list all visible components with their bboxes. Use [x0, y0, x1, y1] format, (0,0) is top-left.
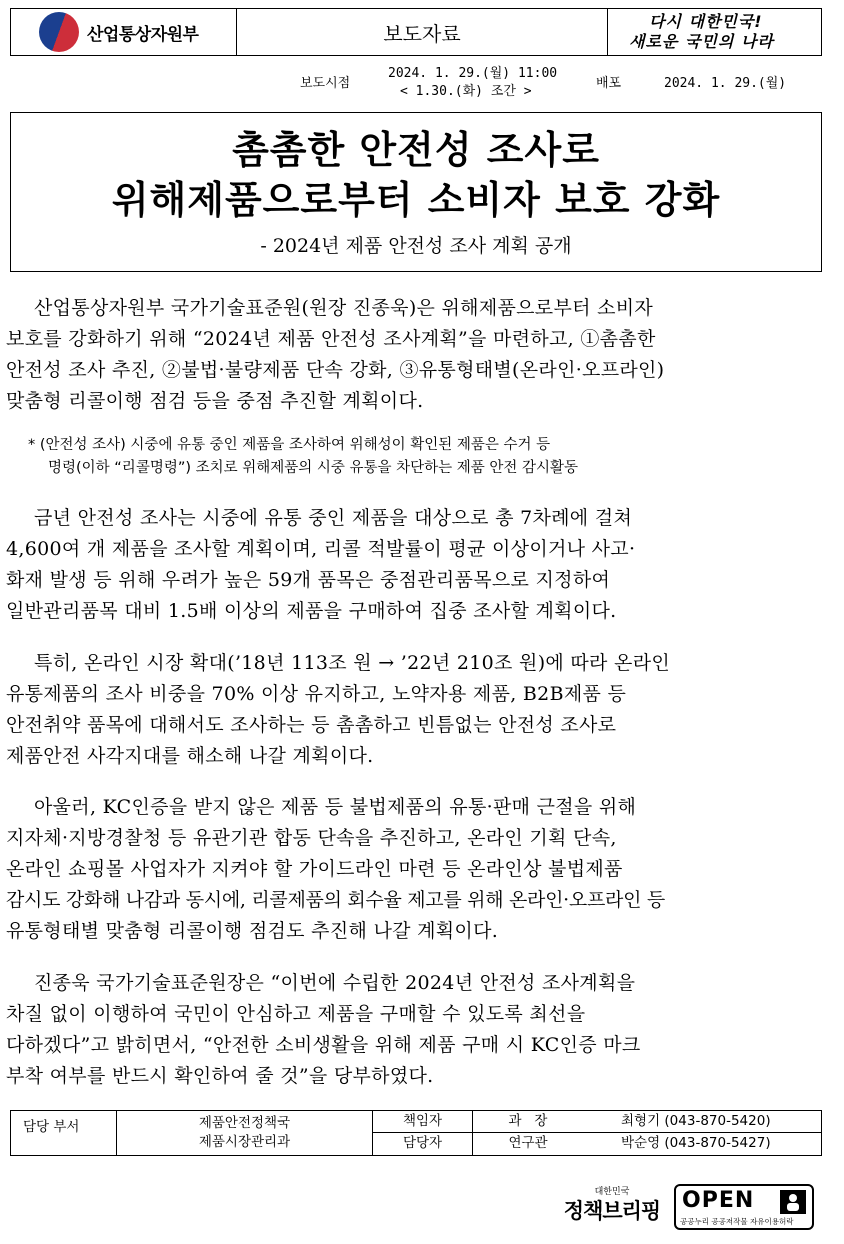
p4-line: 온라인 쇼핑몰 사업자가 지켜야 할 가이드라인 마련 등 온라인상 불법제품 [6, 858, 623, 880]
p3-line: 특히, 온라인 시장 확대(’18년 113조 원 → ’22년 210조 원)에 따라 온라인 [34, 652, 671, 674]
p1-line: 산업통상자원부 국가기술표준원(원장 진종욱)은 위해제품으로부터 소비자 [34, 297, 654, 319]
dept-label: 담당 부서 [11, 1111, 117, 1155]
distribution-value: 2024. 1. 29.(월) [664, 76, 787, 91]
paragraph-1 [6, 293, 828, 417]
dept-cell [117, 1111, 373, 1155]
distribution-label: 배포 [596, 76, 622, 91]
p3-line: 안전취약 품목에 대해서도 조사하는 등 촘촘하고 빈틈없는 안전성 조사로 [6, 714, 617, 736]
p3-line: 제품안전 사각지대를 해소해 나갈 계획이다. [6, 745, 374, 767]
brief-big-text: 정책브리핑 [563, 1199, 661, 1223]
p4-line: 감시도 강화해 나감과 동시에, 리콜제품의 회수율 제고를 위해 온라인·오프라인 등 [6, 889, 665, 911]
position-1: 과 장 [473, 1111, 583, 1133]
paragraph-3 [6, 648, 828, 772]
p1-line: 보호를 강화하기 위해 “2024년 제품 안전성 조사계획”을 마련하고, ①촘촘한 [6, 328, 656, 350]
p5-line: 다하겠다”고 밝히면서, “안전한 소비생활을 위해 제품 구매 시 KC인증 마크 [6, 1034, 641, 1056]
role-staff: 담당자 [373, 1133, 473, 1155]
kogl-open-badge [674, 1184, 814, 1230]
p3-line: 유통제품의 조사 비중을 70% 이상 유지하고, 노약자용 제품, B2B제품 등 [6, 683, 627, 705]
brief-small-text: 대한민국 [594, 1187, 630, 1197]
p2-line: 4,600여 개 제품을 조사할 계획이며, 리콜 적발률이 평균 이상이거나 사고· [6, 538, 636, 560]
p1-line: 맞춤형 리콜이행 점검 등을 중점 추진할 계획이다. [6, 390, 424, 412]
release-time-value: 2024. 1. 29.(월) 11:00 [388, 66, 558, 81]
p5-line: 차질 없이 이행하여 국민이 안심하고 제품을 구매할 수 있도록 최선을 [6, 1003, 586, 1025]
p4-line: 지자체·지방경찰청 등 유관기관 합동 단속을 추진하고, 온라인 기획 단속, [6, 827, 617, 849]
person-1: 최형기 (043-870-5420) [583, 1111, 821, 1133]
open-label: OPEN [682, 1188, 755, 1213]
paragraph-5 [6, 968, 828, 1092]
footnote [6, 434, 826, 480]
subtitle: - 2024년 제품 안전성 조사 계획 공개 [260, 235, 572, 257]
taegeuk-emblem-icon [39, 12, 79, 52]
ministry-logo [11, 9, 237, 55]
footnote-line1: * (안전성 조사) 시중에 유통 중인 제품을 조사하여 위해성이 확인된 제품은 수거 등 [28, 437, 551, 453]
contact-table [10, 1110, 822, 1156]
slogan [607, 9, 823, 55]
release-time-note: < 1.30.(화) 조간 > [400, 84, 532, 99]
title-line2: 위해제품으로부터 소비자 보호 강화 [111, 178, 721, 222]
person-2: 박순영 (043-870-5427) [621, 1135, 771, 1151]
position-2: 연구관 [508, 1135, 548, 1151]
p4-line: 아울러, KC인증을 받지 않은 제품 등 불법제품의 유통·판매 근절을 위해 [34, 796, 637, 818]
p2-line: 금년 안전성 조사는 시중에 유통 중인 제품을 대상으로 총 7차례에 걸쳐 [34, 507, 633, 529]
paragraph-2 [6, 503, 828, 627]
title-line1: 촘촘한 안전성 조사로 [232, 128, 600, 172]
header-box [10, 8, 822, 56]
p2-line: 화재 발생 등 위해 우려가 높은 59개 품목은 중점관리품목으로 지정하여 [6, 569, 611, 591]
title-box [10, 112, 822, 272]
dept-name-1: 제품안전정책국 [198, 1115, 291, 1131]
p4-line: 유통형태별 맞춤형 리콜이행 점검도 추진해 나갈 계획이다. [6, 920, 499, 942]
release-time-label: 보도시점 [300, 76, 351, 91]
p5-line: 진종욱 국가기술표준원장은 “이번에 수립한 2024년 안전성 조사계획을 [34, 972, 636, 994]
doc-type: 보도자료 [237, 9, 608, 55]
p2-line: 일반관리품목 대비 1.5배 이상의 제품을 구매하여 집중 조사할 계획이다. [6, 600, 617, 622]
paragraph-4 [6, 792, 828, 947]
policy-briefing-logo [556, 1186, 668, 1230]
attribution-person-icon [780, 1190, 806, 1214]
ministry-name: 산업통상자원부 [87, 24, 199, 45]
p1-line: 안전성 조사 추진, ②불법·불량제품 단속 강화, ③유통형태별(온라인·오프라인) [6, 359, 665, 381]
role-responsible: 책임자 [373, 1111, 473, 1133]
p5-line: 부착 여부를 반드시 확인하여 줄 것”을 당부하였다. [6, 1065, 434, 1087]
slogan-line2: 새로운 국민의 나라 [629, 32, 774, 51]
dept-name-2: 제품시장관리과 [198, 1134, 291, 1150]
footnote-line2: 명령(이하 “리콜명령”) 조치로 위해제품의 시중 유통을 차단하는 제품 안전 감시활동 [48, 460, 579, 476]
kogl-text: 공공누리 공공저작물 자유이용허락 [680, 1217, 794, 1226]
slogan-line1: 다시 대한민국! [649, 12, 763, 31]
